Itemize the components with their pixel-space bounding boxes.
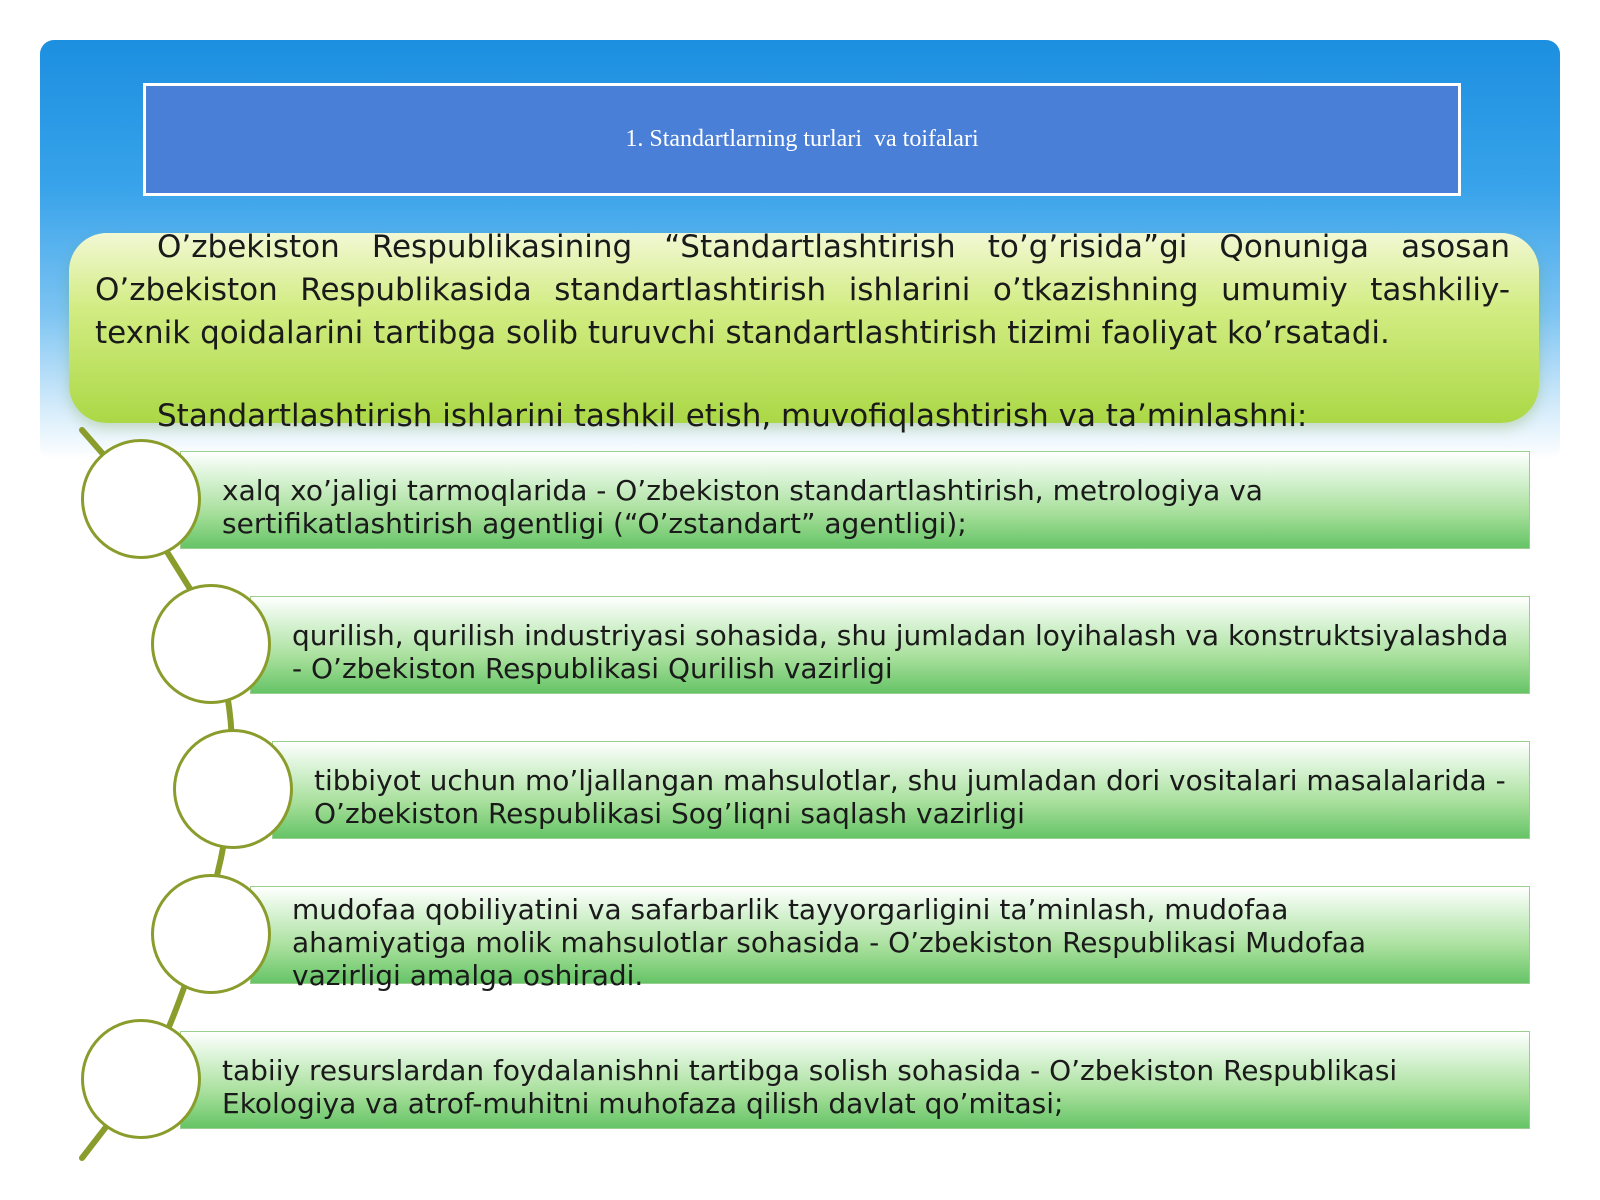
list-item-text: tabiiy resurslardan foydalanishni tartibga solish sohasida - O’zbekiston Respublikasi Ekologiya va atrof-muhitni muhofaza qilish davlat qo’mitasi; <box>222 1054 1398 1120</box>
slide-title: 1. Standartlarning turlari va toifalari <box>625 126 979 152</box>
list-item-bullet <box>151 584 271 704</box>
intro-paragraph: O’zbekiston Respublikasining “Standartlashtirish to’g’risida”gi Qonuniga asosan O’zbekiston Respublikasida standartlashtirish ishlarini o’tkazishning umumiy tashkiliy-texnik qoidalarini tartibga solib turuvchi standartlashtirish tizimi faoliyat ko’rsatadi. <box>95 229 1510 351</box>
list-item-text: mudofaa qobiliyatini va safarbarlik tayyorgarligini ta’minlash, mudofaa ahamiyatiga molik mahsulotlar sohasida - O’zbekiston Respublikasi Mudofaa vazirligi amalga oshiradi. <box>292 893 1367 992</box>
list-item-text: qurilish, qurilish industriyasi sohasida, shu jumladan loyihalash va konstruktsiyalashda - O’zbekiston Respublikasi Qurilish vazirligi <box>292 619 1509 685</box>
list-item-bullet <box>81 439 201 559</box>
list-item-bullet <box>151 874 271 994</box>
list-item-bullet <box>173 729 293 849</box>
list-item-text: xalq xo’jaligi tarmoqlarida - O’zbekiston standartlashtirish, metrologiya va sertifikatlashtirish agentligi (“O’zstandart” agentligi); <box>222 474 1263 540</box>
list-item-bullet <box>81 1019 201 1139</box>
lead-paragraph: Standartlashtirish ishlarini tashkil etish, muvofiqlashtirish va ta’minlashni: <box>157 398 1308 434</box>
list-item-text: tibbiyot uchun mo’ljallangan mahsulotlar, shu jumladan dori vositalari masalalarida - O’zbekiston Respublikasi Sog’liqni saqlash vazirligi <box>314 764 1506 830</box>
